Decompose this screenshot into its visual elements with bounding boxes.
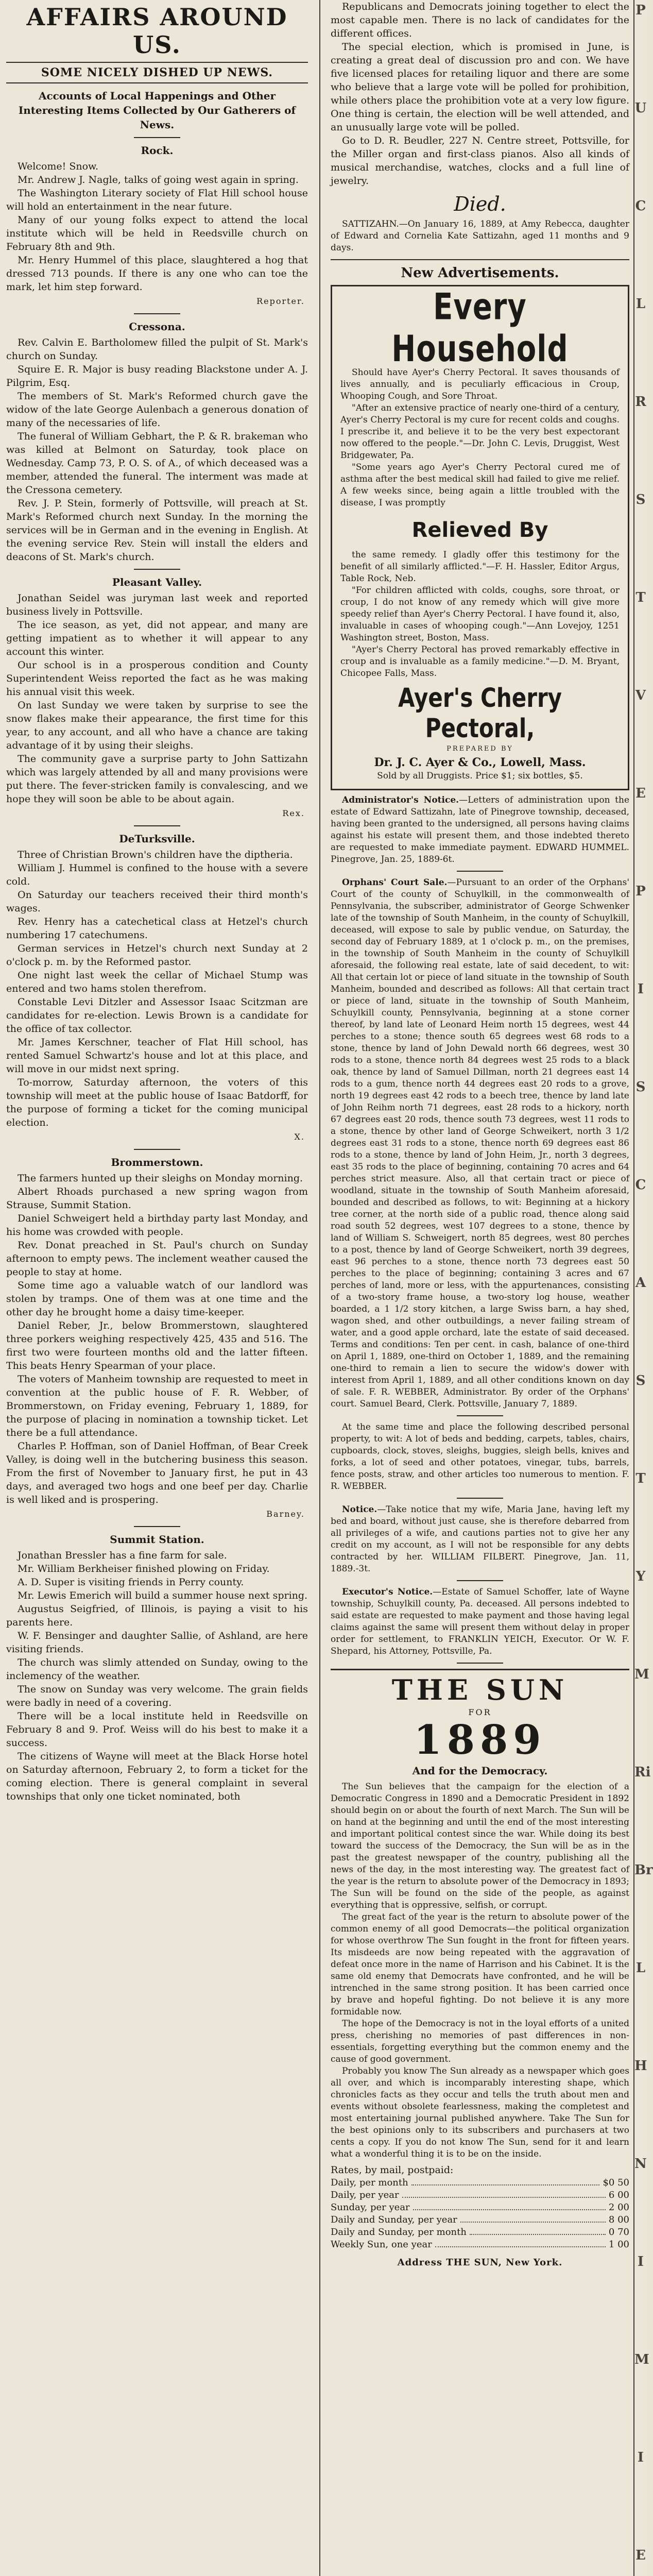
- rate-leader: [413, 2201, 606, 2210]
- section-title: Rock.: [141, 144, 174, 157]
- news-item: Rev. Donat preached in St. Paul's church on Sunday afternoon to empty pews. The inclement weather caused the people to stay at home.: [6, 1240, 308, 1278]
- clipped-letter: I: [637, 2450, 644, 2465]
- ad-body: [340, 367, 620, 509]
- news-section: [6, 320, 308, 570]
- divider: [134, 569, 180, 570]
- divider: [457, 1415, 503, 1416]
- news-item: On last Sunday we were taken by surprise to see the snow flakes make their appearance, the first time for this year, to any account, and all who have a chance are taking advantage of it by using their sleighs.: [6, 700, 308, 751]
- divider: [134, 825, 180, 826]
- ad-subheadline: Relieved By: [411, 518, 548, 542]
- rate-leader: [470, 2226, 606, 2235]
- news-item: On Saturday our teachers received their third month's wages.: [6, 889, 308, 914]
- clipped-letter: S: [635, 492, 646, 507]
- ad-paragraph: "After an extensive practice of nearly one-third of a century, Ayer's Cherry Pectoral is my cure for recent colds and coughs. I prescribe it, and believe it to be the very best expectorant now offered to the people."—Dr. John C. Levis, Druggist, West Bridgewater, Pa.: [340, 403, 620, 461]
- rate-price: $0 50: [603, 2177, 629, 2188]
- news-item: W. F. Bensinger and daughter Sallie, of Ashland, are here visiting friends.: [6, 1630, 308, 1655]
- local-news-continued: [331, 0, 629, 188]
- ad-product-name: Ayer's Cherry Pectoral,: [398, 683, 562, 743]
- sun-body: [331, 1781, 629, 2160]
- clipped-letter: C: [635, 198, 646, 214]
- clipped-letter: L: [635, 296, 646, 312]
- legal-notice: Orphans' Court Sale.—Pursuant to an order of the Orphans' Court of the county of Schuylkill, in the commonwealth of Pennsylvania, the subscriber, administrator of George Schwenker late of the township of South Manheim, in the county of Schuylkill, deceased, will expose to sale by public vendue, on Saturday, the second day of February 1889, at 1 o'clock p. m., on the premises, in the township of South Manheim in the county of Schuylkill aforesaid, the following real estate, late of said decedent, to wit: All that certain lot or piece of land situate in the township of South Manheim, bounded and described as follows: All that certain tract or piece of land, situate in the township of South Manheim, Schuylkill county, Pennsylvania, beginning at a stone corner thereof, by land late of Leonard Heim north 15 degrees, west 44 perches to a stone; thence south 65 degrees west 68 rods to a stone, thence by land of John Dewald north 66 degrees, west 30 rods to a stone, thence north 84 degrees west 25 rods to a black oak, thence by land of Samuel Dillman, north 21 degrees east 14 rods to a gum, thence north 44 degrees east 20 rods to a grove, north 19 degrees east 42 rods to a beech tree, thence by land late of John Reihm north 71 degrees, east 28 rods to a hickory, north 67 degrees east 20 rods, thence south 73 degrees, west 11 rods to a stone, thence by other land of George Schweikert, north 3 1/2 degrees east 31 rods to a stone, thence north 69 degrees east 86 rods to a stone, thence by land of John Heim, Jr., north 3 degrees, east 35 rods to the place of beginning, containing 70 acres and 64 perches strict measure. Also, all that certain tract or piece of woodland, situate in the township of South Manheim aforesaid, bounded and described as follows, to wit: Beginning at a hickory tree corner, at the north side of a public road, thence along said road south 52 degrees, west 107 degrees to a stone, thence by land of William S. Schweigert, north 85 degrees, west 80 perches to a post, thence by land of George Schweikert, north 39 degrees, east 96 perches to a stone, thence north 73 degrees east 50 perches to the place of beginning; containing 3 acres and 67 perches of land, more or less, with the appurtenances, consisting of a two-story frame house, a two-story log house, weather boarded, a 1 1/2 story kitchen, a large Swiss barn, a hay shed, wagon shed, and other outbuildings, a never failing stream of water, and a good apple orchard, late the estate of said deceased. Terms and conditions: Ten per cent. in cash, balance of one-third on April 1, 1889, one-third on October 1, 1889, and the remaining one-third to remain a lien to secure the widow's dower with interest from April 1, 1889, and all other conditions known on day of sale. F. R. WEBBER, Administrator. By order of the Orphans' court. Samuel Beard, Clerk. Pottsville, January 7, 1889.: [331, 877, 629, 1409]
- column-headline: AFFAIRS AROUND US.: [26, 3, 288, 59]
- clipped-letter: H: [634, 2058, 647, 2074]
- rate-row: [331, 2239, 629, 2251]
- sun-paragraph: Probably you know The Sun already as a newspaper which goes all over, and which is incomparably interesting shape, which chronicles facts as they occur and tells the truth about men and events without obsolete fearlessness, making the completest and most entertaining journal published anywhere. Take The Sun for the best opinions only to its subscribers and purchasers at two cents a copy. If you do not know The Sun, send for it and learn what a wonderful thing it is to be on the inside.: [331, 2066, 629, 2159]
- news-item: Mr. Andrew J. Nagle, talks of going west again in spring.: [18, 174, 299, 185]
- ad-headline: Every Household: [391, 286, 569, 370]
- notice-lead: Executor's Notice.: [342, 1587, 433, 1597]
- news-item: The farmers hunted up their sleighs on Monday morning.: [18, 1173, 303, 1184]
- clipped-letter: I: [637, 2254, 644, 2269]
- rate-price: 2 00: [608, 2202, 629, 2213]
- legal-notice: At the same time and place the following described personal property, to wit: A lot of beds and bedding, carpets, tables, chairs, cupboards, clock, stoves, sleighs, buggies, sleigh bells, knives and forks, a lot of seed and other potatoes, vinegar, tubs, barrels, fence posts, straw, and other articles too numerous to mention. F. R. WEBBER.: [331, 1422, 629, 1492]
- sun-tagline: And for the Democracy.: [412, 1765, 548, 1777]
- notice-lead: Administrator's Notice.: [342, 795, 459, 805]
- section-signature: Barney.: [266, 1509, 305, 1519]
- news-item: Daniel Reber, Jr., below Brommerstown, slaughtered three porkers weighing respectively 425, 435 and 516. The first two were fourteen months old and the latter fifteen. This beats Henry Spearman of your place.: [6, 1320, 308, 1371]
- legal-notice: Executor's Notice.—Estate of Samuel Schoffer, late of Wayne township, Schuylkill county, Pa. deceased. All persons indebted to said estate are requested to make payment and those having legal claims against the same will present them without delay in proper order for settlement, to FRANKLIN YEICH, Executor. Or W. F. Shepard, his Attorney, Pottsville, Pa.: [331, 1587, 629, 1656]
- news-item: The community gave a surprise party to John Sattizahn which was largely attended by all and many provisions were put there. The fever-stricken family is convalescing, and we hope they will soon be able to be about again.: [6, 753, 308, 805]
- clipped-letter: Y: [635, 1569, 646, 1584]
- clipped-letter: E: [635, 786, 646, 801]
- rate-label: Sunday, per year: [331, 2202, 410, 2213]
- clipped-letter: U: [634, 100, 647, 116]
- clipped-letter: C: [635, 1177, 646, 1193]
- news-sections: [6, 144, 308, 1803]
- legal-notice: Notice.—Take notice that my wife, Maria Jane, having left my bed and board, without just cause, she is therefore debarred from all privileges of a wife, and cautions parties not to give her any credit on my account, as I will not be responsible for any debts contracted by her. WILLIAM FILBERT. Pinegrove, Jan. 11, 1889.-3t.: [331, 1504, 629, 1574]
- news-item: Go to D. R. Beudler, 227 N. Centre street, Pottsville, for the Miller organ and first-class pianos. Also all kinds of musical merchandise, watches, clocks and a full line of jewelry.: [331, 135, 629, 187]
- rate-label: Daily, per year: [331, 2190, 399, 2200]
- news-section: [6, 576, 308, 826]
- divider: [134, 1149, 180, 1150]
- ad-paragraph: "Some years ago Ayer's Cherry Pectoral cured me of asthma after the best medical skill had failed to give me relief. A few weeks since, being again a little troubled with the disease, I was promptly: [340, 462, 620, 508]
- notice-lead: Notice.: [342, 1504, 377, 1515]
- news-item: William J. Hummel is confined to the house with a severe cold.: [6, 862, 308, 887]
- clipped-letter: Br: [634, 1862, 653, 1878]
- news-section: [6, 1533, 308, 1803]
- sun-paragraph: The hope of the Democracy is not in the loyal efforts of a united press, cherishing no memories of past differences in non-essentials, forgetting everything but the common enemy and the cause of good government.: [331, 2019, 629, 2064]
- news-section: [6, 1156, 308, 1527]
- ad-paragraph: "Ayer's Cherry Pectoral has proved remarkably effective in croup and is invaluable as a family medicine."—D. M. Bryant, Chicopee Falls, Mass.: [340, 645, 620, 679]
- clipped-letter: M: [634, 2352, 649, 2367]
- rate-leader: [460, 2214, 606, 2223]
- news-item: To-morrow, Saturday afternoon, the voters of this township will meet at the public house of Isaac Batdorff, for the purpose of forming a ticket for the coming municipal election.: [6, 1077, 308, 1128]
- news-section: [6, 833, 308, 1150]
- sun-for: FOR: [468, 1707, 492, 1717]
- news-item: Rev. Henry has a catechetical class at Hetzel's church numbering 17 catechumens.: [6, 916, 308, 941]
- cherry-pectoral-ad: [331, 285, 629, 790]
- sun-rates: [331, 2177, 629, 2251]
- notice-lead: Orphans' Court Sale.: [342, 877, 448, 888]
- rate-label: Daily and Sunday, per year: [331, 2214, 457, 2225]
- clipped-letter: E: [635, 2548, 646, 2563]
- ad-paragraph: Should have Ayer's Cherry Pectoral. It saves thousands of lives annually, and is peculiarly efficacious in Croup, Whooping Cough, and Sore Throat.: [340, 367, 620, 401]
- rate-label: Daily and Sunday, per month: [331, 2227, 467, 2238]
- sun-address: Address THE SUN, New York.: [397, 2257, 563, 2268]
- section-title: Pleasant Valley.: [112, 576, 202, 588]
- section-title: Brommerstown.: [111, 1156, 203, 1168]
- ad-prepared-by: PREPARED BY: [446, 745, 513, 753]
- news-item: Mr. Henry Hummel of this place, slaughtered a hog that dressed 713 pounds. If there is any one who can toe the mark, let him step forward.: [6, 255, 308, 293]
- section-title: Cressona.: [129, 320, 185, 333]
- divider: [457, 871, 503, 872]
- divider: [457, 1663, 503, 1664]
- the-sun-ad: [331, 1669, 629, 2268]
- rate-price: 8 00: [608, 2214, 629, 2225]
- clipped-letter: S: [635, 1373, 646, 1388]
- divider: [134, 1526, 180, 1527]
- right-column: [324, 0, 633, 2576]
- news-item: The church was slimly attended on Sunday, owing to the inclemency of the weather.: [6, 1657, 308, 1682]
- column-subhead: SOME NICELY DISHED UP NEWS.: [6, 62, 308, 83]
- section-signature: Rex.: [282, 808, 305, 818]
- rate-row: [331, 2189, 629, 2201]
- rate-row: [331, 2177, 629, 2189]
- divider: [134, 313, 180, 314]
- clipped-letter: R: [635, 394, 646, 410]
- news-item: A. D. Super is visiting friends in Perry county.: [18, 1577, 244, 1588]
- news-item: Mr. Lewis Emerich will build a summer house next spring.: [18, 1590, 308, 1601]
- news-item: Constable Levi Ditzler and Assessor Isaac Scitzman are candidates for re-election. Lewis Brown is a candidate for the office of tax collector.: [6, 996, 308, 1035]
- news-item: Albert Rhoads purchased a new spring wagon from Strause, Summit Station.: [6, 1186, 308, 1211]
- news-item: Daniel Schweigert held a birthday party last Monday, and his home was crowded with people.: [6, 1213, 308, 1238]
- news-item: Squire E. R. Major is busy reading Blackstone under A. J. Pilgrim, Esq.: [6, 364, 308, 388]
- sun-paragraph: The great fact of the year is the return to absolute power of the common enemy of all good Democrats—the political organization for whose overthrow The Sun fought in the front for fifteen years. Its misdeeds are now being repeated with the aggravation of defeat once more in the name of Harrison and his Cabinet. It is the same old enemy that Democrats have confronted, and he will be intrenched in the same strong position. It has been carried once by brave and hopeful fighting. Do not believe it is any more formidable now.: [331, 1912, 629, 2017]
- news-item: The voters of Manheim township are requested to meet in convention at the public house of F. R. Webber, of Brommerstown, on Friday evening, February 1, 1889, for the purpose of placing in nomination a township ticket. Let there be a full attendance.: [6, 1374, 308, 1438]
- clipped-letter: T: [635, 1471, 646, 1486]
- died-notice: SATTIZAHN.—On January 16, 1889, at Amy Rebecca, daughter of Edward and Cornelia Kate Sattizahn, aged 11 months and 9 days.: [331, 219, 629, 253]
- rate-price: 0 70: [608, 2227, 629, 2238]
- ad-maker: Dr. J. C. Ayer & Co., Lowell, Mass.: [374, 756, 586, 769]
- rate-leader: [411, 2177, 600, 2185]
- news-item: Mr. William Berkheiser finished plowing on Friday.: [18, 1563, 270, 1574]
- clipped-letter: S: [635, 1079, 646, 1095]
- sun-title: THE SUN: [391, 1673, 569, 1706]
- divider: [331, 259, 629, 260]
- news-item: The funeral of William Gebhart, the P. & R. brakeman who was killed at Belmont on Saturday, took place on Wednesday. Camp 73, P. O. S. of A., of which deceased was a member, attended the funeral. The interment was made at the Cressona cemetery.: [6, 431, 308, 496]
- column-rule: [319, 0, 320, 2576]
- news-item: The members of St. Mark's Reformed church gave the widow of the late George Aulenbach a generous donation of many of the necessaries of life.: [6, 391, 308, 429]
- clipped-letters: [634, 0, 653, 2576]
- news-item: Jonathan Seidel was juryman last week and reported business lively in Pottsville.: [6, 592, 308, 617]
- section-title: DeTurksville.: [119, 833, 195, 845]
- clipped-edge-column: [634, 0, 653, 2576]
- news-item: Rev. J. P. Stein, formerly of Pottsville, will preach at St. Mark's Reformed church next Sunday. In the morning the services will be in German and in the evening in English. At the evening service Rev. Stein will install the elders and deacons of St. Mark's church.: [6, 498, 308, 563]
- ad-paragraph: the same remedy. I gladly offer this testimony for the benefit of all similarly afflicted."—F. H. Hassler, Editor Argus, Table Rock, Neb.: [340, 550, 620, 584]
- section-title: Summit Station.: [110, 1533, 204, 1546]
- news-item: German services in Hetzel's church next Sunday at 2 o'clock p. m. by the Reformed pastor.: [6, 943, 308, 968]
- rate-leader: [402, 2189, 606, 2198]
- news-item: The ice season, as yet, did not appear, and many are getting impatient as to whether it will appear to any account this winter.: [6, 619, 308, 657]
- rate-label: Daily, per month: [331, 2177, 408, 2188]
- clipped-letter: M: [634, 1667, 649, 1682]
- news-item: Some time ago a valuable watch of our landlord was stolen by tramps. One of them was at one time and the other day he brought home a daisy time-keeper.: [6, 1280, 308, 1318]
- news-item: Our school is in a prosperous condition and County Superintendent Weiss reported the fact as he was making his annual visit this week.: [6, 659, 308, 698]
- clipped-letter: V: [635, 688, 646, 703]
- ad-paragraph: "For children afflicted with colds, coughs, sore throat, or croup, I do not know of any remedy which will give more speedy relief than Ayer's Cherry Pectoral. I have found it, also, invaluable in cases of whooping cough."—Ann Lovejoy, 1251 Washington street, Boston, Mass.: [340, 585, 620, 643]
- news-item: Welcome! Snow.: [18, 161, 99, 172]
- news-item: The special election, which is promised in June, is creating a great deal of discussion pro and con. We have five licensed places for retailing liquor and there are some who believe that a large vote will be polled for prohibition, while others place the prohibition vote at a very low figure. One thing is certain, the election will be well attended, and an unusually large vote will be polled.: [331, 41, 629, 133]
- news-item: The citizens of Wayne will meet at the Black Horse hotel on Saturday afternoon, February 2, to form a ticket for the coming election. There is general complaint in several townships that only one ticket nominated, both: [6, 1751, 308, 1802]
- news-item: Jonathan Bressler has a fine farm for sale.: [18, 1550, 227, 1561]
- news-item: Republicans and Democrats joining together to elect the most capable men. There is no lack of candidates for the different offices.: [331, 1, 629, 39]
- new-advertisements-heading: New Advertisements.: [401, 265, 559, 281]
- left-column: [0, 0, 315, 2576]
- section-signature: Reporter.: [256, 296, 305, 306]
- rate-row: [331, 2214, 629, 2226]
- column-deck: Accounts of Local Happenings and Other Interesting Items Collected by Our Gatherers of News.: [18, 90, 296, 131]
- clipped-letter: P: [635, 3, 646, 18]
- news-item: One night last week the cellar of Michael Stump was entered and two hams stolen therefrom.: [6, 970, 308, 994]
- rate-price: 1 00: [608, 2239, 629, 2250]
- news-item: Augustus Seigfried, of Illinois, is paying a visit to his parents here.: [6, 1603, 308, 1628]
- clipped-letter: I: [637, 981, 644, 997]
- news-item: There will be a local institute held in Reedsville on February 8 and 9. Prof. Weiss will do his best to make it a success.: [6, 1710, 308, 1749]
- clipped-letter: Ri: [634, 1765, 651, 1780]
- sun-year: 1889: [414, 1717, 546, 1764]
- clipped-letter: L: [635, 1960, 646, 1976]
- rate-row: [331, 2201, 629, 2214]
- ad-sold-by: Sold by all Druggists. Price $1; six bottles, $5.: [377, 771, 583, 781]
- news-item: Mr. James Kerschner, teacher of Flat Hill school, has rented Samuel Schwartz's house and lot at this place, and will move in our midst next spring.: [6, 1037, 308, 1075]
- rate-row: [331, 2226, 629, 2239]
- clipped-letter: T: [635, 590, 646, 605]
- rate-label: Weekly Sun, one year: [331, 2239, 432, 2250]
- news-item: The snow on Sunday was very welcome. The grain fields were badly in need of a covering.: [6, 1684, 308, 1708]
- ad-body-continued: [340, 549, 620, 680]
- news-item: Charles P. Hoffman, son of Daniel Hoffman, of Bear Creek Valley, is doing well in the butchering business this season. From the first of November to January first, he put in 43 days, and averaged two hogs and one beef per day. Charlie is well liked and is prospering.: [6, 1440, 308, 1505]
- news-item: Many of our young folks expect to attend the local institute which will be held in Reedsville church on February 8th and 9th.: [6, 214, 308, 252]
- sun-rates-intro: Rates, by mail, postpaid:: [331, 2164, 454, 2176]
- died-heading: Died.: [454, 193, 506, 215]
- news-item: Rev. Calvin E. Bartholomew filled the pulpit of St. Mark's church on Sunday.: [6, 337, 308, 362]
- clipped-letter: A: [635, 1275, 646, 1291]
- news-item: Three of Christian Brown's children have the diptheria.: [18, 849, 293, 860]
- section-signature: X.: [294, 1132, 305, 1142]
- sun-paragraph: The Sun believes that the campaign for the election of a Democratic Congress in 1890 and a Democratic President in 1892 should begin on or about the fourth of next March. The Sun will be on hand at the beginning and until the end of the most interesting and important political contest since the war. While doing its best toward the success of the Democracy, the Sun will be as in the past the greatest newspaper of the country, publishing all the news of the day, in the most interesting way. The greatest fact of the year is the return to absolute power of the Democracy in 1893; The Sun will be found on the side of the people, as against everything that is oppressive, selfish, or corrupt.: [331, 1782, 629, 1910]
- clipped-letter: P: [635, 884, 646, 899]
- legal-notice: Administrator's Notice.—Letters of administration upon the estate of Edward Sattizahn, late of Pinegrove township, deceased, having been granted to the undersigned, all persons having claims against his estate will present them, and those indebted thereto are requested to make immediate payment. EDWARD HUMMEL. Pinegrove, Jan. 25, 1889-6t.: [331, 795, 630, 865]
- legal-notices: [331, 794, 629, 1664]
- divider: [134, 137, 180, 138]
- divider: [457, 1498, 503, 1499]
- rate-price: 6 00: [608, 2190, 629, 2200]
- divider: [457, 1580, 503, 1581]
- news-item: The Washington Literary society of Flat Hill school house will hold an entertainment in the near future.: [6, 188, 308, 212]
- clipped-letter: N: [634, 2156, 647, 2172]
- news-section: [6, 144, 308, 314]
- rate-leader: [435, 2239, 606, 2247]
